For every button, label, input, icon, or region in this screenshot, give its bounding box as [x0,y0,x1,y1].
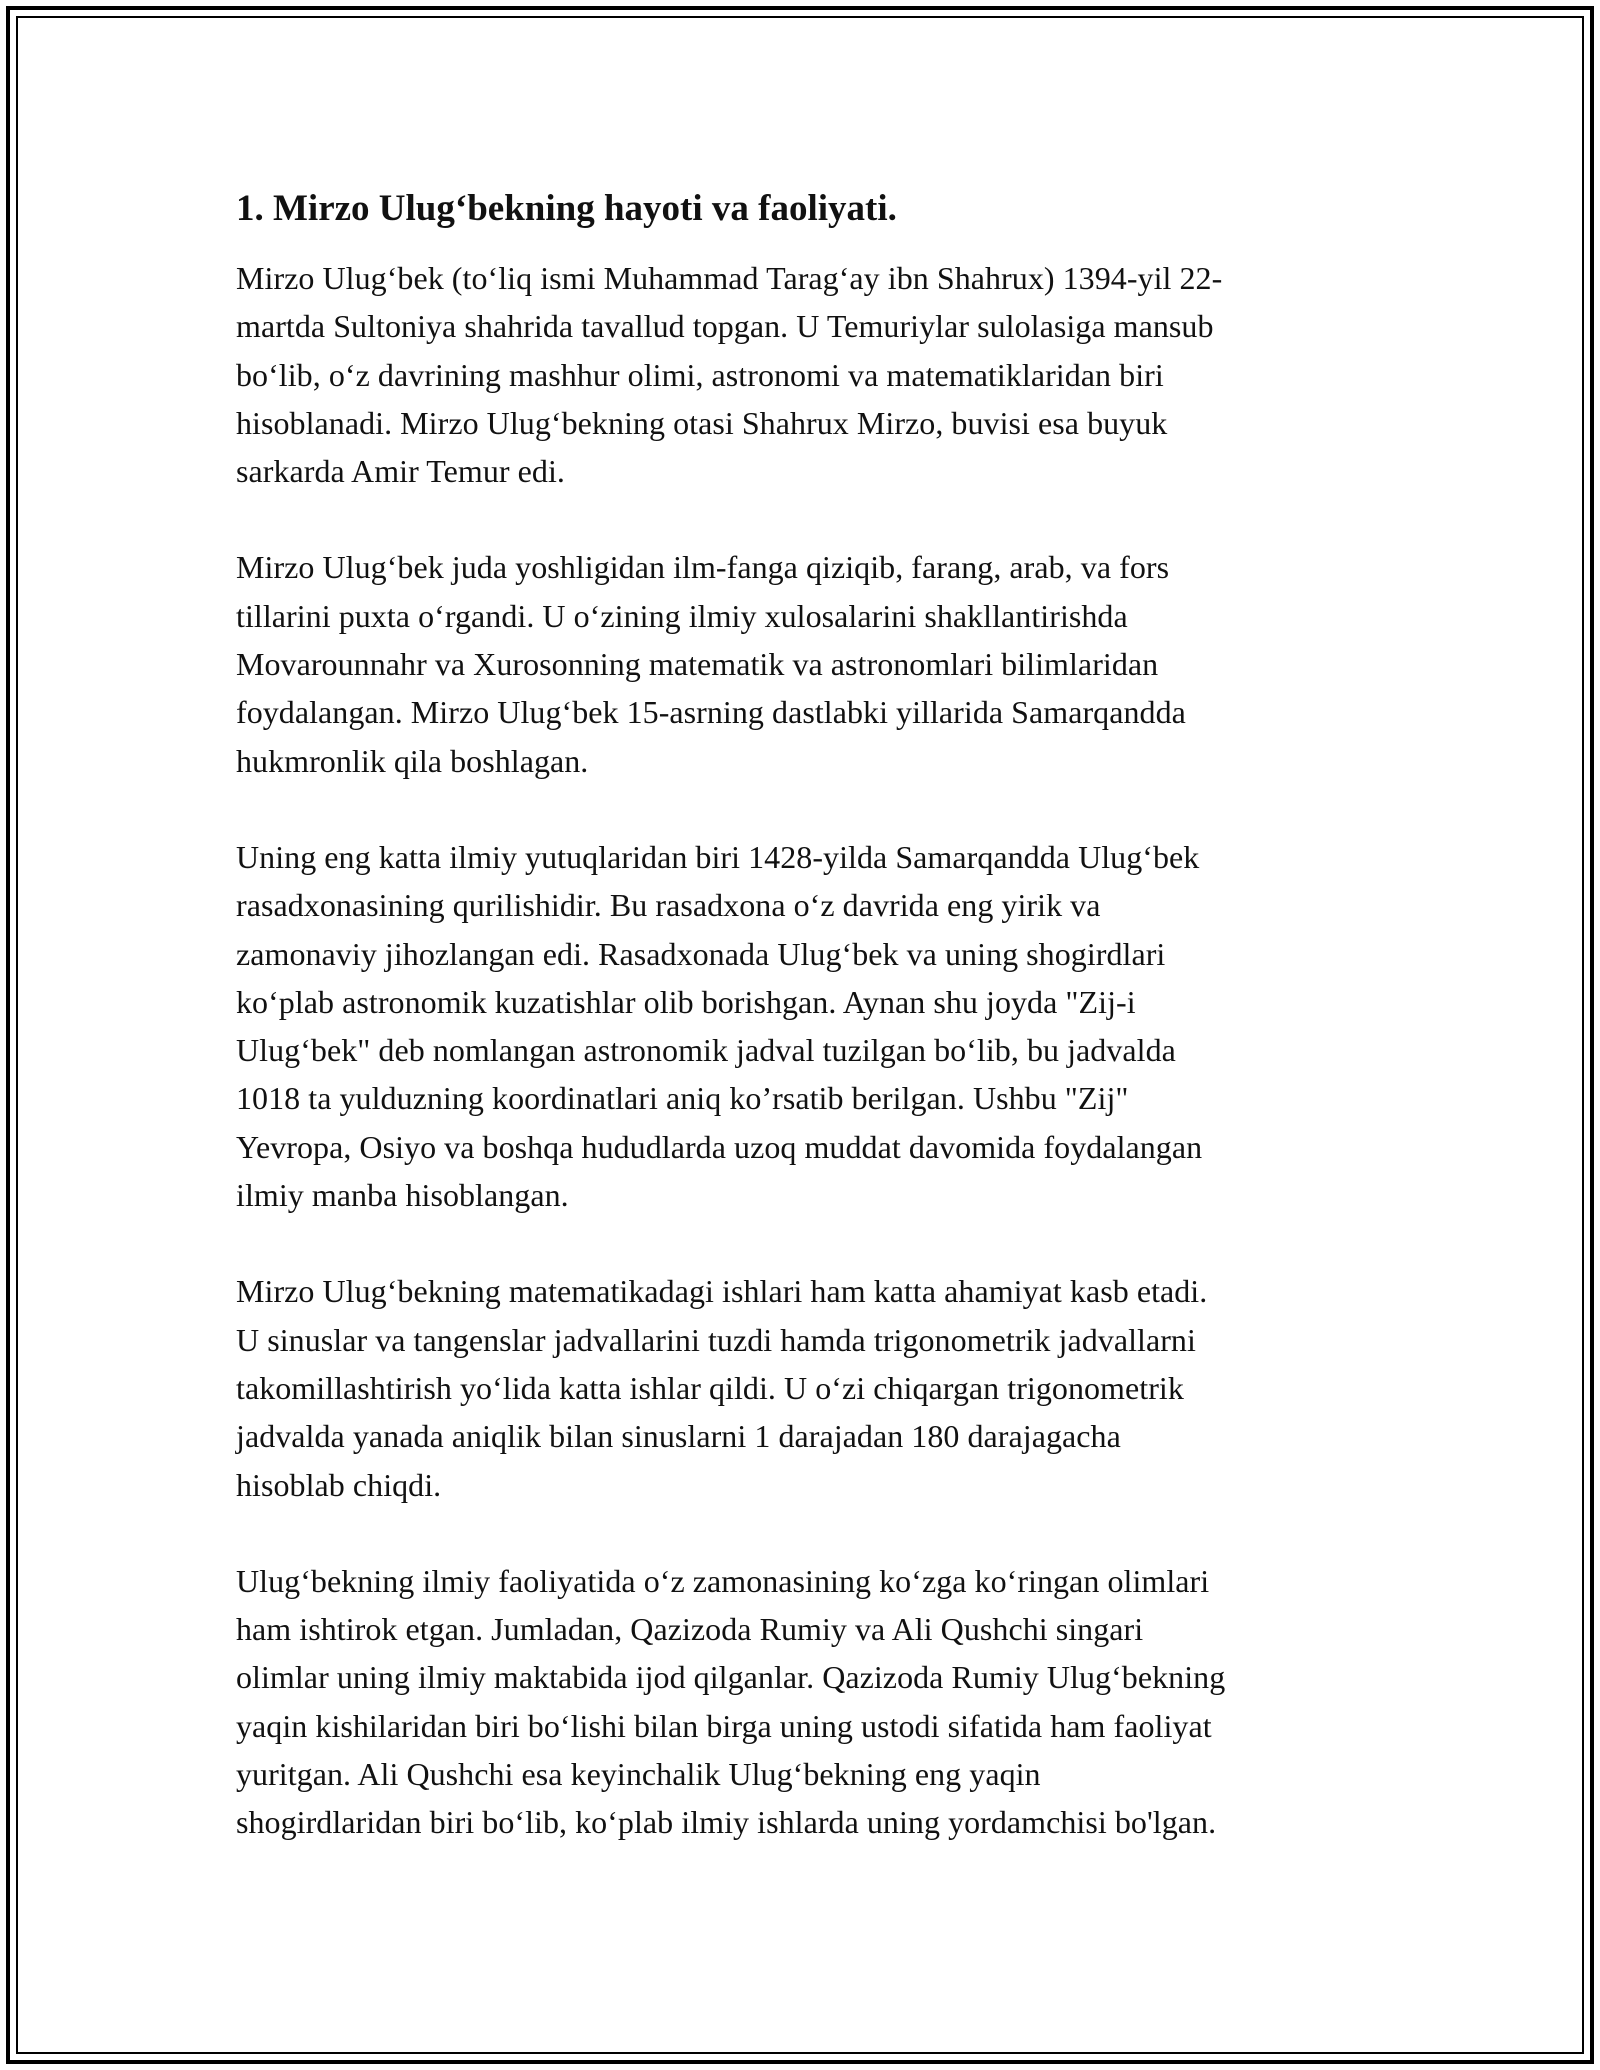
paragraph-2 [236,543,1376,784]
text-line: Mirzo Ulug‘bek juda yoshligidan ilm-fanga qiziqib, farang, arab, va fors [236,549,1170,586]
text-line: 1018 ta yulduzning koordinatlari aniq ko’rsatib berilgan. Ushbu "Zij" [236,1080,1129,1117]
document-body [236,185,1376,1895]
text-line: hisoblanadi. Mirzo Ulug‘bekning otasi Shahrux Mirzo, buvisi esa buyuk [236,404,1168,441]
text-line: tillarini puxta o‘rgandi. U o‘zining ilmiy xulosalarini shakllantirishda [236,597,1128,634]
text-line: yaqin kishilaridan biri bo‘lishi bilan birga uning ustodi sifatida ham faoliyat [236,1707,1212,1744]
text-line: hukmronlik qila boshlagan. [236,742,589,779]
text-line: rasadxonasining qurilishidir. Bu rasadxona o‘z davrida eng yirik va [236,887,1101,924]
text-line: Yevropa, Osiyo va boshqa hududlarda uzoq muddat davomida foydalangan [236,1128,1203,1165]
text-line: shogirdlaridan biri bo‘lib, ko‘plab ilmiy ishlarda uning yordamchisi bo'lgan. [236,1804,1217,1841]
text-line: yuritgan. Ali Qushchi esa keyinchalik Ulug‘bekning eng yaqin [236,1756,1041,1793]
text-line: ilmiy manba hisoblangan. [236,1177,569,1214]
text-line: zamonaviy jihozlangan edi. Rasadxonada Ulug‘bek va uning shogirdlari [236,935,1166,972]
text-line: Mirzo Ulug‘bek (to‘liq ismi Muhammad Tarag‘ay ibn Shahrux) 1394-yil 22- [236,260,1223,296]
text-line: Uning eng katta ilmiy yutuqlaridan biri 1428-yilda Samarqandda Ulug‘bek [236,838,1200,875]
text-line: ko‘plab astronomik kuzatishlar olib borishgan. Aynan shu joyda "Zij-i [236,983,1136,1020]
text-line: Movarounnahr va Xurosonning matematik va astronomlari bilimlaridan [236,646,1159,683]
text-line: foydalangan. Mirzo Ulug‘bek 15-asrning dastlabki yillarida Samarqandda [236,694,1186,731]
text-line: Mirzo Ulug‘bekning matematikadagi ishlari ham katta ahamiyat kasb etadi. [236,1273,1208,1310]
text-line: jadvalda yanada aniqlik bilan sinuslarni 1 darajadan 180 darajagacha [236,1418,1121,1455]
text-line: sarkarda Amir Temur edi. [236,453,565,490]
paragraph-1 [236,254,1376,495]
text-line: U sinuslar va tangenslar jadvallarini tuzdi hamda trigonometrik jadvallarni [236,1321,1196,1358]
text-line: martda Sultoniya shahrida tavallud topgan. U Temuriylar sulolasiga mansub [236,308,1214,345]
text-line: Ulug‘bek" deb nomlangan astronomik jadval tuzilgan bo‘lib, bu jadvalda [236,1032,1176,1069]
section-heading: 1. Mirzo Ulug‘bekning hayoti va faoliyati. [236,188,897,229]
paragraph-4 [236,1267,1376,1508]
text-line: hisoblab chiqdi. [236,1466,442,1503]
text-line: ham ishtirok etgan. Jumladan, Qazizoda Rumiy va Ali Qushchi singari [236,1611,1144,1648]
text-line: Ulug‘bekning ilmiy faoliyatida o‘z zamonasining ko‘zga ko‘ringan olimlari [236,1562,1210,1599]
text-line: takomillashtirish yo‘lida katta ishlar qildi. U o‘zi chiqargan trigonometrik [236,1369,1184,1406]
paragraph-5 [236,1557,1376,1847]
paragraph-3 [236,833,1376,1219]
text-line: bo‘lib, o‘z davrining mashhur olimi, astronomi va matematiklaridan biri [236,356,1164,393]
text-line: olimlar uning ilmiy maktabida ijod qilganlar. Qazizoda Rumiy Ulug‘bekning [236,1659,1226,1696]
